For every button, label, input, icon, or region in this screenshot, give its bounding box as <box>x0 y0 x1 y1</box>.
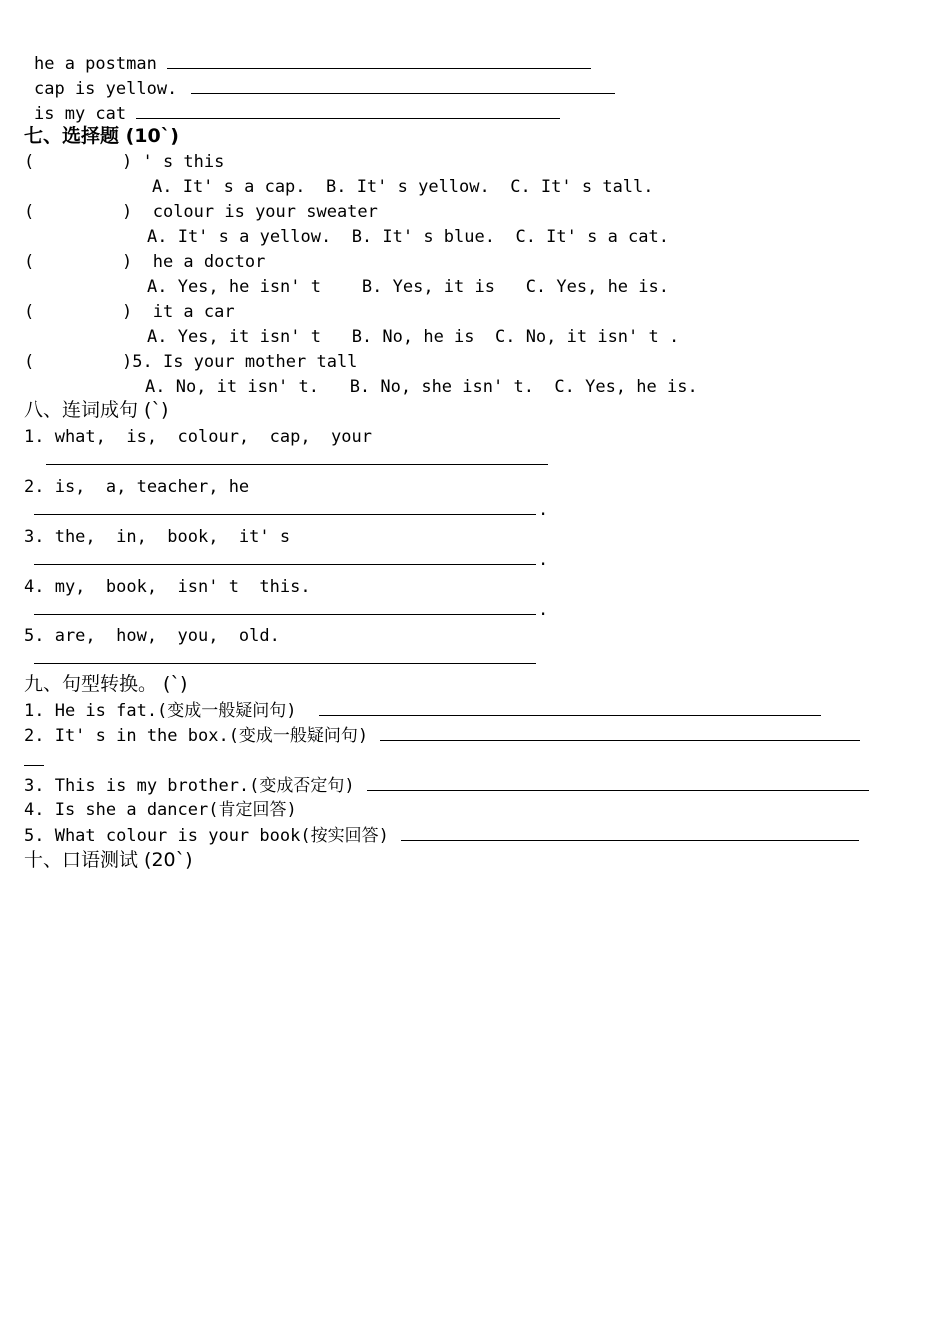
word-order-answer-1 <box>46 447 548 472</box>
question-stem: it a car <box>132 302 235 322</box>
question-2-options: A. It' s a yellow. B. It' s blue. C. It' s a cat. <box>147 227 669 247</box>
sentence-line-2 <box>34 76 615 101</box>
transform-item-4 <box>24 798 297 823</box>
answer-blank[interactable] <box>401 823 859 841</box>
transform-text: 1. He is fat.(变成一般疑问句) <box>24 701 297 721</box>
section-9-title: 九、句型转换。 (`) <box>24 673 188 695</box>
transform-text: 3. This is my brother.(变成否定句) <box>24 776 355 796</box>
answer-paren-close: )5. <box>122 352 153 372</box>
section-8-title: 八、连词成句 (`) <box>24 399 169 421</box>
answer-blank[interactable] <box>46 447 548 465</box>
answer-blank[interactable] <box>34 646 536 664</box>
sentence-line-1 <box>34 51 591 76</box>
transform-text: 4. Is she a dancer(肯定回答) <box>24 800 297 820</box>
answer-paren-close: ) <box>122 252 133 272</box>
word-order-item-5: 5. are, how, you, old. <box>24 626 280 646</box>
word-order-answer-4 <box>34 597 548 622</box>
transform-item-2 <box>24 723 860 748</box>
word-order-item-1: 1. what, is, colour, cap, your <box>24 427 372 447</box>
word-order-answer-2 <box>34 497 548 522</box>
sentence-text: cap is yellow. <box>34 79 178 99</box>
period: . <box>538 550 549 570</box>
answer-blank[interactable] <box>191 76 615 94</box>
section-7-title: 七、选择题 (10`) <box>24 125 179 147</box>
sentence-text: he a postman <box>34 54 157 74</box>
answer-blank[interactable] <box>167 51 591 69</box>
answer-blank[interactable] <box>136 101 560 119</box>
question-stem: colour is your sweater <box>132 202 378 222</box>
question-3 <box>24 250 265 275</box>
word-order-answer-3 <box>34 547 548 572</box>
question-5 <box>24 350 357 375</box>
question-stem: Is your mother tall <box>152 352 358 372</box>
period: . <box>538 600 549 620</box>
answer-paren-open[interactable]: ( <box>24 302 35 322</box>
answer-paren-close: ) <box>122 202 133 222</box>
word-order-item-4: 4. my, book, isn' t this. <box>24 577 311 597</box>
transform-item-2-wrap <box>24 748 44 773</box>
question-5-options: A. No, it isn' t. B. No, she isn' t. C. Yes, he is. <box>145 377 698 397</box>
transform-item-5 <box>24 823 859 848</box>
question-1-options: A. It' s a cap. B. It' s yellow. C. It' s tall. <box>152 177 654 197</box>
question-2 <box>24 200 378 225</box>
answer-blank[interactable] <box>367 773 869 791</box>
answer-paren-open[interactable]: ( <box>24 352 35 372</box>
word-order-item-3: 3. the, in, book, it' s <box>24 527 291 547</box>
sentence-text: is my cat <box>34 104 127 124</box>
answer-paren-close: ) <box>122 152 133 172</box>
answer-paren-open[interactable]: ( <box>24 152 35 172</box>
question-stem: ' s this <box>132 152 225 172</box>
period: . <box>538 500 549 520</box>
sentence-line-3 <box>34 101 560 126</box>
transform-text: 2. It' s in the box.(变成一般疑问句) <box>24 726 369 746</box>
transform-item-3 <box>24 773 869 798</box>
answer-blank[interactable] <box>34 497 536 515</box>
answer-blank[interactable] <box>34 597 536 615</box>
answer-paren-open[interactable]: ( <box>24 202 35 222</box>
answer-blank[interactable] <box>319 698 821 716</box>
answer-blank-wrap[interactable] <box>24 748 44 766</box>
section-10-title: 十、口语测试 (20`) <box>24 849 193 871</box>
question-4 <box>24 300 235 325</box>
question-1 <box>24 150 224 175</box>
answer-blank[interactable] <box>380 723 860 741</box>
transform-text: 5. What colour is your book(按实回答) <box>24 826 389 846</box>
word-order-answer-5 <box>34 646 536 671</box>
transform-item-1 <box>24 698 821 723</box>
answer-blank[interactable] <box>34 547 536 565</box>
question-3-options: A. Yes, he isn' t B. Yes, it is C. Yes, he is. <box>147 277 669 297</box>
word-order-item-2: 2. is, a, teacher, he <box>24 477 250 497</box>
answer-paren-close: ) <box>122 302 133 322</box>
question-stem: he a doctor <box>132 252 266 272</box>
question-4-options: A. Yes, it isn' t B. No, he is C. No, it isn' t . <box>147 327 680 347</box>
answer-paren-open[interactable]: ( <box>24 252 35 272</box>
